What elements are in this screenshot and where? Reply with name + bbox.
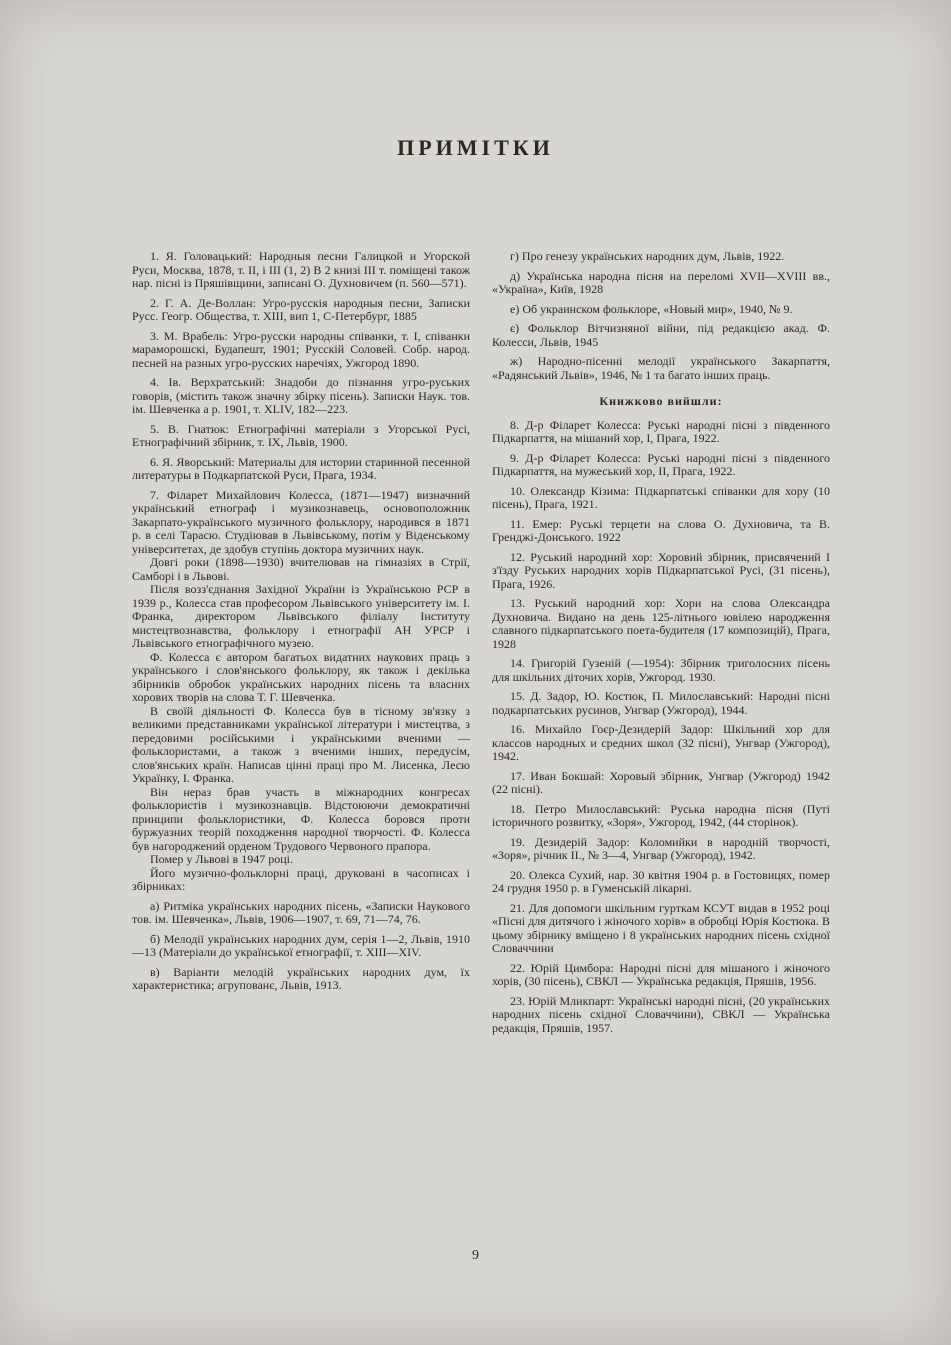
note-paragraph: В своїй діяльності Ф. Колесса був в тісному зв'язку з великими представниками української літератури і мистецтва, з передовими російськими і українськими вченими — фольклористами, а також з вченими інших, передусім, слов'янських країн. Написав цінні праці про М. Лисенка, Лесю Українку, І. Франка. bbox=[132, 703, 470, 785]
note-paragraph: 7. Філарет Михайлович Колесса, (1871—1947) визначний український етнограф і музикознавець, основоположник Закарпато-українського музичного фольклору, народився в 1871 р. в селі Тарасю. Студіював в Львівському, потім у Віденському університетах, де здобув ступінь доктора музичних наук. bbox=[132, 487, 470, 556]
note-paragraph: 12. Руський народний хор: Хоровий збірник, присвячений I з'їзду Руських народних хорів Підкарпатської Русі, (31 пісень), Прага, 1926. bbox=[492, 549, 830, 591]
page-number: 9 bbox=[472, 1248, 479, 1263]
note-paragraph: 5. В. Гнатюк: Етнографічні матеріали з Угорської Русі, Етнографічний збірник, т. IX, Львів, 1900. bbox=[132, 421, 470, 449]
note-paragraph: 8. Д-р Філарет Колесса: Руські народні пісні з південного Підкарпаття, на мішаний хор, I, Прага, 1922. bbox=[492, 417, 830, 445]
note-paragraph: 3. М. Врабель: Угро-русски народны співанки, т. I, співанки мараморошскі, Будапешт, 1901; Русскій Соловей. Собр. народ. песней на разных угро-русских наречіях, Ужгород 1890. bbox=[132, 328, 470, 370]
note-paragraph: Ф. Колесса є автором багатьох видатних наукових праць з українського і слов'янського фольклору, як також і декілька збірників обробок українських народних пісень та власних хорових творів на слова Т. Г. Шевченка. bbox=[132, 649, 470, 704]
note-paragraph: Він нераз брав участь в міжнародних конгресах фольклористів і музикознавців. Відстоюючи демократичні принципи фольклористики, Ф. Колесса боровся проти буржуазних теорій походження народної творчості. Ф. Колесса був нагороджений орденом Трудового Червоного прапора. bbox=[132, 784, 470, 853]
note-paragraph: а) Ритміка українських народних пісень, «Записки Наукового тов. ім. Шевченка», Львів, 1906—1907, т. 69, 71—74, 76. bbox=[132, 898, 470, 926]
note-paragraph: 2. Г. А. Де-Воллан: Угро-русскія народныя песни, Записки Русс. Геогр. Общества, т. XIII, вип 1, С-Петербург, 1885 bbox=[132, 295, 470, 323]
note-paragraph: Після возз'єднання Західної України із Українською РСР в 1939 р., Колесса став професором Львівського університету ім. І. Франка, директором Львівського філіалу Інституту мистецтвознавства, фольклору і етнографії АН УРСР і Львівського етнографічного музею. bbox=[132, 582, 470, 650]
note-paragraph: 4. Ів. Верхратський: Знадоби до пізнання угро-руських говорів, (містить також значну збірку пісень). Записки Наук. тов. ім. Шевченка а р. 1901, т. XLIV, 182—223. bbox=[132, 375, 470, 416]
note-paragraph: б) Мелодії українських народних дум, серія 1—2, Львів, 1910—13 (Матеріали до української етнографії, т. XIII—XIV. bbox=[132, 931, 470, 959]
notes-column-left bbox=[132, 250, 470, 1035]
note-paragraph: 1. Я. Головацький: Народныя песни Галицкой и Угорской Руси, Москва, 1878, т. II, і III (1, 2) В 2 книзі III т. поміщені також нар. пісні із Пряшівщини, записані О. Духновичем (п. 560—571). bbox=[132, 249, 470, 290]
note-paragraph: 16. Михайло Гоєр-Дезидерій Задор: Шкільний хор для классов народных и средних школ (32 пісні), Унгвар (Ужгород), 1942. bbox=[492, 722, 830, 763]
note-paragraph: 18. Петро Милославський: Руська народна пісня (Путі історичного розвитку, «Зоря», Ужгород, 1942, (44 сторінок). bbox=[492, 801, 830, 829]
note-paragraph: 13. Руський народний хор: Хори на слова Олександра Духновича. Видано на день 125-літнього ювілею народження славного підкарпатського поета-будителя (17 композицій), Прага, 1928 bbox=[492, 596, 830, 651]
note-paragraph: 17. Иван Бокшай: Хоровый збірник, Унгвар (Ужгород) 1942 (22 пісні). bbox=[492, 768, 830, 796]
note-paragraph: 11. Емер: Руські терцети на слова О. Духновича, та В. Гренджі-Донського. 1922 bbox=[492, 516, 830, 544]
section-heading: Книжково вийшли: bbox=[599, 394, 723, 408]
note-paragraph: Помер у Львові в 1947 році. bbox=[150, 852, 293, 866]
note-paragraph: 20. Олекса Сухий, нар. 30 квітня 1904 р. в Гостовицях, помер 24 грудня 1950 р. в Гуменській лікарні. bbox=[492, 867, 830, 895]
note-paragraph: в) Варіанти мелодій українських народних дум, їх характеристика; агрупованє, Львів, 1913. bbox=[132, 964, 470, 992]
note-paragraph: 6. Я. Яворський: Материалы для истории старинной песенной литературы в Подкарпатской Руси, Прага, 1934. bbox=[132, 454, 470, 482]
notes-columns bbox=[132, 250, 830, 1035]
notes-column-right bbox=[492, 250, 830, 1035]
note-paragraph: 22. Юрій Цимбора: Народні пісні для мішаного і жіночого хорів, (30 пісень), СВКЛ — Українська редакція, Пряшів, 1956. bbox=[492, 960, 830, 988]
note-paragraph: 14. Григорій Гузеній (—1954): Збірник триголосних пісень для шкільних діточих хорів, Ужгород. 1930. bbox=[492, 656, 830, 684]
note-paragraph: е) Об украинском фольклоре, «Новый мир», 1940, № 9. bbox=[510, 301, 793, 316]
note-paragraph: ж) Народно-пісенні мелодії українського Закарпаття, «Радянський Львів», 1946, № 1 та багато інших праць. bbox=[492, 354, 830, 382]
note-paragraph: Його музично-фольклорні праці, друковані в часописах і збірниках: bbox=[132, 865, 470, 893]
note-paragraph: 19. Дезидерій Задор: Коломийки в народній творчості, «Зоря», річник II., № 3—4, Унгвар (Ужгород), 1942. bbox=[492, 834, 830, 862]
note-paragraph: 21. Для допомоги шкільним гурткам КСУТ видав в 1952 році «Пісні для дитячого і жіночого хорів» в обробці Юрія Костюка. В цьому збірнику вміщено і 8 українських народних пісень східної Словаччини bbox=[492, 900, 830, 955]
page-title: ПРИМІТКИ bbox=[397, 135, 554, 160]
note-paragraph: є) Фольклор Вітчизняної війни, під редакцією акад. Ф. Колесси, Львів, 1945 bbox=[492, 321, 830, 349]
note-paragraph: д) Українська народна пісня на переломі XVII—XVIII вв., «Україна», Київ, 1928 bbox=[492, 268, 830, 296]
note-paragraph: 15. Д. Задор, Ю. Костюк, П. Милославський: Народні пісні подкарпатських русинов, Унгвар (Ужгород), 1944. bbox=[492, 689, 830, 717]
note-paragraph: Довгі роки (1898—1930) вчителював на гімназіях в Стрії, Самборі і в Львові. bbox=[132, 555, 470, 583]
note-paragraph: 23. Юрій Мликпарт: Українські народні пісні, (20 українських народних пісень східної Словаччини), СВКЛ — Українська редакція, Пряшів, 1957. bbox=[492, 993, 830, 1035]
note-paragraph: г) Про генезу українських народних дум, Львів, 1922. bbox=[510, 249, 785, 263]
note-paragraph: 9. Д-р Філарет Колесса: Руські народні пісні з південного Підкарпаття, на мужеський хор, II, Прага, 1922. bbox=[492, 450, 830, 478]
note-paragraph: 10. Олександр Кізима: Підкарпатські співанки для хору (10 пісень), Прага, 1921. bbox=[492, 483, 830, 511]
